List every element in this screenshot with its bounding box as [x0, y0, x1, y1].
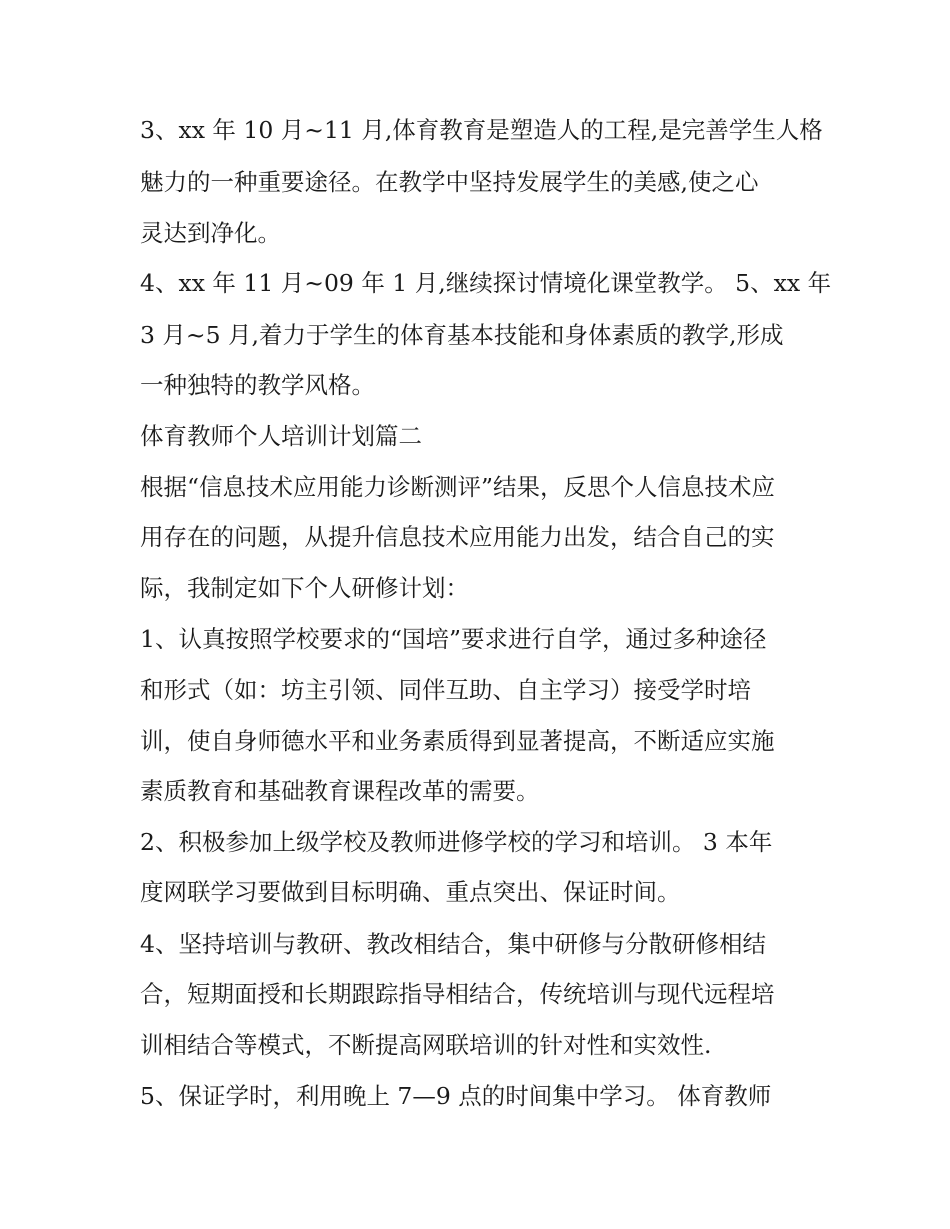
text-line: 训，使自身师德水平和业务素质得到显著提高，不断适应实施	[140, 727, 775, 755]
text-line: 一种独特的教学风格。	[140, 371, 375, 399]
text-line: 3 月~5 月,着力于学生的体育基本技能和身体素质的教学,形成	[140, 321, 784, 349]
text-line: 根据“信息技术应用能力诊断测评”结果，反思个人信息技术应	[140, 473, 776, 501]
text-line: 灵达到净化。	[140, 219, 281, 247]
text-line: 3、xx 年 10 月~11 月,体育教育是塑造人的工程,是完善学生人格	[140, 116, 823, 144]
text-line: 训相结合等模式，不断提高网联培训的针对性和实效性.	[140, 1031, 712, 1059]
text-line: 度网联学习要做到目标明确、重点突出、保证时间。	[140, 878, 681, 906]
section-heading: 体育教师个人培训计划篇二	[140, 422, 422, 450]
text-line: 合，短期面授和长期跟踪指导相结合，传统培训与现代远程培	[140, 980, 775, 1008]
text-line: 5、保证学时，利用晚上 7—9 点的时间集中学习。 体育教师	[140, 1082, 772, 1110]
text-line: 4、xx 年 11 月~09 年 1 月,继续探讨情境化课堂教学。 5、xx 年	[140, 269, 832, 297]
text-line: 和形式（如：坊主引领、同伴互助、自主学习）接受学时培	[140, 676, 751, 704]
text-line: 1、认真按照学校要求的“国培”要求进行自学，通过多种途径	[140, 625, 767, 653]
text-line: 4、坚持培训与教研、教改相结合，集中研修与分散研修相结	[140, 930, 766, 958]
text-line: 际，我制定如下个人研修计划：	[140, 574, 469, 602]
text-line: 素质教育和基础教育课程改革的需要。	[140, 777, 540, 805]
text-line: 魅力的一种重要途径。在教学中坚持发展学生的美感,使之心	[140, 168, 759, 196]
text-line: 用存在的问题，从提升信息技术应用能力出发，结合自己的实	[140, 523, 775, 551]
text-line: 2、积极参加上级学校及教师进修学校的学习和培训。 3 本年	[140, 828, 773, 856]
